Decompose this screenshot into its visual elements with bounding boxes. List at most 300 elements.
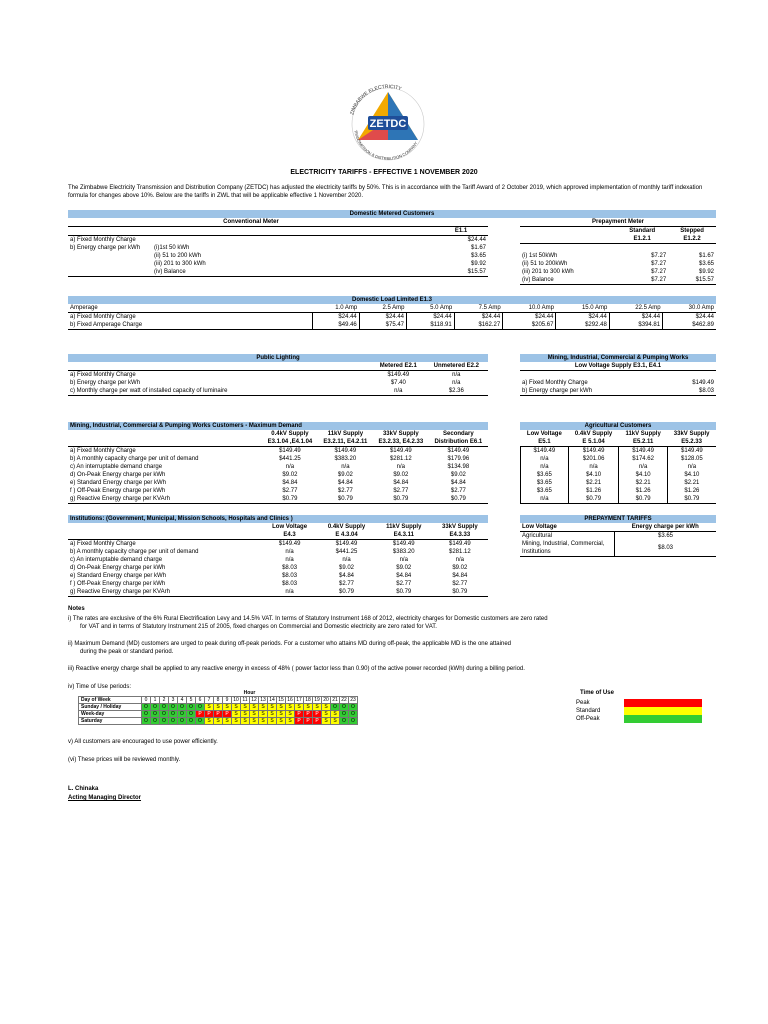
conv-row <box>68 260 488 268</box>
ag-value: $1.26 <box>568 487 619 495</box>
ll-value: $24.44 <box>609 313 662 322</box>
tou-period-cell: O <box>340 704 349 711</box>
ll-value: $75.47 <box>359 321 406 330</box>
prepay-label: (iv) Balance <box>520 276 616 285</box>
ll-header: 1.0 Amp <box>312 304 359 313</box>
signatory-name: L. Chinaka <box>68 786 99 792</box>
in-value: n/a <box>399 557 408 563</box>
md-col-code: E3.2.11, E4.2.11 <box>318 438 373 447</box>
pl-row <box>68 387 488 396</box>
md-value: $2.77 <box>393 488 409 494</box>
md-value: $2.77 <box>450 488 466 494</box>
tou-period-cell: S <box>214 704 223 711</box>
ag-row <box>521 455 717 463</box>
in-value: $149.49 <box>335 541 358 547</box>
tou-period-cell: S <box>241 718 250 725</box>
md-row <box>68 495 488 504</box>
conv-value: $15.57 <box>434 268 488 277</box>
table-cell <box>520 244 616 253</box>
tou-hour: 1 <box>151 697 160 704</box>
md-value: $149.49 <box>334 448 357 454</box>
in-col-header: 33kV Supply <box>441 524 478 530</box>
tou-period-cell: S <box>286 718 295 725</box>
tou-period-cell: O <box>151 704 160 711</box>
tou-period-cell: O <box>187 711 196 718</box>
ll-header: Amperage <box>68 304 312 313</box>
conv-row <box>68 236 488 245</box>
prepayment-meter-table <box>520 218 716 285</box>
tou-period-cell: P <box>196 711 205 718</box>
tou-period-cell: S <box>232 704 241 711</box>
tou-hour: 17 <box>296 697 302 703</box>
ag-col-header: 0.4kV Supply <box>574 431 613 437</box>
in-col-code: E 4.3.04 <box>317 531 376 540</box>
md-row <box>68 455 488 463</box>
tou-period-cell: P <box>313 711 322 718</box>
tou-period-cell: O <box>196 704 205 711</box>
md-label: a) Fixed Monthly Charge <box>70 448 136 454</box>
mlv-row <box>520 387 716 396</box>
tou-period-cell: O <box>169 704 178 711</box>
mlv-value: $8.03 <box>665 387 716 396</box>
tou-period-cell: S <box>322 711 331 718</box>
ag-value: $0.79 <box>619 495 667 504</box>
in-row <box>68 548 488 556</box>
pl-col-metered: Metered E2.1 <box>372 362 425 371</box>
tou-day-label: Day of Week <box>79 697 142 704</box>
tou-period-cell: P <box>205 711 214 718</box>
tou-period-cell: O <box>187 704 196 711</box>
md-row <box>68 487 488 495</box>
md-value: $0.79 <box>318 495 373 504</box>
in-col-code: E4.3.33 <box>432 531 488 540</box>
ag-col-code: E5.2.11 <box>619 438 667 447</box>
conv-title: Conventional Meter <box>68 218 434 227</box>
in-label: c) An interruptable demand charge <box>70 557 163 563</box>
in-value: $8.03 <box>282 573 298 579</box>
in-value: $2.77 <box>396 581 412 587</box>
pt-label: Agricultural <box>520 532 615 541</box>
pt-row <box>520 540 716 557</box>
pl-row <box>68 379 488 387</box>
tou-day-name: Saturday <box>79 718 142 725</box>
md-label: g) Reactive Energy charge per KVArh <box>68 495 262 504</box>
intro-paragraph: The Zimbabwe Electricity Transmission and Distribution Company (ZETDC) has adjusted the electricity tariffs by 50%. This is in accordance with the Tariff Award of 2 October 2019, which approved implementation of monthly tariff indexation formula for changes above 10%. Below are the tariffs in ZWL that will be applicable effective 1 November 2020. <box>68 185 703 199</box>
md-value: $4.84 <box>337 480 353 486</box>
tou-period-cell: O <box>169 718 178 725</box>
tou-period-cell: O <box>187 718 196 725</box>
ag-value: $0.79 <box>667 495 716 504</box>
md-value: $2.77 <box>337 488 353 494</box>
tou-period-cell: S <box>250 711 259 718</box>
logo-center-text: ZETDC <box>369 118 407 130</box>
tou-hour: 7 <box>205 697 214 704</box>
load-limited-table <box>68 304 716 330</box>
ll-value: $118.91 <box>407 321 455 330</box>
ll-value: $24.44 <box>663 313 716 322</box>
ag-value: n/a <box>521 495 569 504</box>
md-col-code: E3.2.33, E4.2.33 <box>373 438 429 447</box>
pt-col-energy: Energy charge per kWh <box>615 523 717 532</box>
prepay-spacer <box>520 244 716 253</box>
ll-value: $24.44 <box>407 313 455 322</box>
ll-value: $24.44 <box>312 313 359 322</box>
ag-value: n/a <box>619 463 667 471</box>
tou-hour: 18 <box>305 697 311 703</box>
tou-hour: 3 <box>169 697 178 704</box>
prepay-standard-value: $7.27 <box>651 269 667 275</box>
in-label: d) On-Peak Energy charge per kWh <box>70 565 166 571</box>
in-value: n/a <box>285 549 294 555</box>
ll-row <box>68 321 716 330</box>
tou-period-cell: O <box>340 718 349 725</box>
tou-period-cell: S <box>259 718 268 725</box>
ag-value: $149.49 <box>521 447 569 456</box>
table-cell <box>616 244 668 253</box>
conv-row <box>68 268 488 277</box>
prepay-code-stepped: E1.2.2 <box>668 235 716 244</box>
tou-period-cell: S <box>259 711 268 718</box>
conv-label <box>68 268 152 277</box>
tou-period-cell: S <box>322 704 331 711</box>
pl-value: $149.49 <box>387 372 410 378</box>
md-value: $134.98 <box>447 464 470 470</box>
tou-hour: 2 <box>160 697 169 704</box>
tou-period-cell: O <box>349 718 358 725</box>
tou-period-cell: S <box>214 718 223 725</box>
ag-col-code: E 5.1.04 <box>568 438 619 447</box>
conv-value: $9.92 <box>470 261 486 267</box>
in-value: $8.03 <box>282 581 298 587</box>
note-ii-cont: during the peak or standard period. <box>80 649 174 655</box>
ll-value: $49.46 <box>312 321 359 330</box>
tou-period-cell: S <box>241 704 250 711</box>
tou-legend-title: Time of Use <box>580 690 614 696</box>
mlv-label: b) Energy charge per kWh <box>520 387 665 396</box>
pt-row <box>520 532 716 541</box>
ag-value: $4.10 <box>667 471 716 479</box>
ag-value: $2.21 <box>568 479 619 487</box>
logo-ring-bottom: TRANSMISSION & DISTRIBUTION COMPANY <box>353 129 419 162</box>
in-value: n/a <box>285 557 294 563</box>
ll-value: $24.44 <box>503 313 556 322</box>
in-row <box>68 564 488 572</box>
ag-value: $201.06 <box>568 455 619 463</box>
ag-value: $174.62 <box>619 455 667 463</box>
tou-period-cell: O <box>340 711 349 718</box>
mining-md-band: Mining, Industrial, Commercial & Pumping Works Customers - Maximum Demand <box>68 422 488 430</box>
conv-sublabel: (ii) 51 to 200 kWh <box>154 253 202 259</box>
zetdc-logo <box>338 80 438 162</box>
conv-sublabel <box>152 236 434 245</box>
ll-value: $24.44 <box>359 313 406 322</box>
tou-legend <box>576 699 706 723</box>
in-value: $0.79 <box>376 588 432 597</box>
md-value: $383.20 <box>334 456 357 462</box>
prepay-label: (ii) 51 to 200kWh <box>522 261 568 267</box>
in-value: $9.02 <box>339 565 355 571</box>
ag-value: $0.79 <box>568 495 619 504</box>
domestic-metered-band: Domestic Metered Customers <box>68 210 716 218</box>
in-value: $149.49 <box>392 541 415 547</box>
tou-legend-swatch <box>624 699 702 707</box>
in-value: $281.12 <box>448 549 471 555</box>
conventional-meter-table <box>68 218 488 277</box>
note-iv: iv) Time of Use periods: <box>68 684 132 690</box>
ll-header: 5.0 Amp <box>407 304 455 313</box>
conv-label: b) Energy charge per kWh <box>70 245 141 251</box>
in-value: $4.84 <box>452 573 468 579</box>
ll-header: 22.5 Amp <box>609 304 662 313</box>
conv-value: $1.67 <box>470 245 486 251</box>
pl-value: n/a <box>452 380 461 386</box>
tou-period-cell: O <box>349 704 358 711</box>
prepay-col-stepped: Stepped <box>680 228 704 234</box>
conv-value: $3.65 <box>470 253 486 259</box>
tou-day-row <box>79 711 358 718</box>
pl-value: $2.36 <box>425 387 488 396</box>
ll-header: 10.0 Amp <box>503 304 556 313</box>
in-label: a) Fixed Monthly Charge <box>70 541 136 547</box>
tou-period-cell: S <box>277 711 286 718</box>
ag-row <box>521 463 717 471</box>
pl-value: n/a <box>372 387 425 396</box>
md-value: $0.79 <box>429 495 488 504</box>
conv-row <box>68 252 488 260</box>
conv-row <box>68 244 488 252</box>
tou-legend-item <box>576 699 706 707</box>
tou-period-cell: S <box>331 718 340 725</box>
in-label: g) Reactive Energy charge per KVArh <box>68 588 262 597</box>
tou-legend-label: Standard <box>576 708 601 714</box>
tou-period-cell: P <box>223 711 232 718</box>
in-label: e) Standard Energy charge per kWh <box>70 573 167 579</box>
in-value: $0.79 <box>317 588 376 597</box>
md-value: $0.79 <box>262 495 318 504</box>
md-value: $179.96 <box>447 456 470 462</box>
tou-period-cell: O <box>142 704 151 711</box>
in-value: $441.25 <box>335 549 358 555</box>
tou-period-cell: P <box>295 711 304 718</box>
ag-value: $3.65 <box>521 487 569 495</box>
tou-period-cell: O <box>160 711 169 718</box>
md-col-header: Secondary <box>443 431 474 437</box>
md-col-header: 0.4kV Supply <box>271 431 309 437</box>
in-label: f ) Off-Peak Energy charge per kWh <box>70 581 166 587</box>
ag-value: n/a <box>568 463 619 471</box>
tou-period-cell: P <box>313 718 322 725</box>
prepay-stepped-value: $1.67 <box>698 253 714 259</box>
tou-period-cell: S <box>331 711 340 718</box>
ag-value: n/a <box>521 455 569 463</box>
conv-label <box>68 252 152 260</box>
in-row <box>68 540 488 549</box>
notes-heading: Notes <box>68 606 85 612</box>
tou-hour: 4 <box>178 697 187 704</box>
in-row <box>68 556 488 564</box>
ag-row <box>521 447 717 456</box>
md-label: f ) Off-Peak Energy charge per kWh <box>70 488 166 494</box>
pl-value: n/a <box>452 372 461 378</box>
md-value: $9.02 <box>337 472 353 478</box>
tou-period-cell: S <box>223 718 232 725</box>
ag-col-header: 33kV Supply <box>673 431 710 437</box>
ag-col-code: E5.1 <box>521 438 569 447</box>
pt-value: $3.65 <box>657 533 673 539</box>
tou-hour: 22 <box>341 697 347 703</box>
tou-period-cell: S <box>295 704 304 711</box>
md-label: b) A monthly capacity charge per unit of demand <box>70 456 199 462</box>
md-value: n/a <box>285 464 295 470</box>
pl-col-unmetered: Unmetered E2.2 <box>425 362 488 371</box>
ag-value: $1.26 <box>667 487 716 495</box>
page-title: ELECTRICITY TARIFFS - EFFECTIVE 1 NOVEMBER 2020 <box>290 169 478 176</box>
tou-day-row <box>79 704 358 711</box>
ag-row <box>521 495 717 504</box>
prepay-title: Prepayment Meter <box>520 218 716 227</box>
conv-sublabel: (iv) Balance <box>152 268 434 277</box>
pl-row <box>68 371 488 380</box>
md-value: $9.02 <box>393 472 409 478</box>
tou-period-cell: P <box>295 718 304 725</box>
tou-period-cell: O <box>142 718 151 725</box>
prepay-label: (i) 1st 50kWh <box>522 253 558 259</box>
tou-legend-item <box>576 707 706 715</box>
time-of-use-grid <box>78 690 358 725</box>
mining-lv-sub: Low Voltage Supply E3.1, E4.1 <box>520 362 716 371</box>
in-value: $149.49 <box>448 541 471 547</box>
note-vi: (vi) These prices will be reviewed monthly. <box>68 757 181 763</box>
tou-hour: 10 <box>233 697 239 703</box>
ll-header: 30.0 Amp <box>663 304 716 313</box>
ll-header: 2.5 Amp <box>359 304 406 313</box>
prepay-row <box>520 260 716 268</box>
tou-hour: 14 <box>269 697 275 703</box>
in-value: n/a <box>455 557 464 563</box>
prepay-col-standard: Standard <box>629 228 656 234</box>
tou-period-cell: O <box>160 704 169 711</box>
md-row <box>68 447 488 456</box>
ag-value: $1.26 <box>619 487 667 495</box>
load-limited-band: Domestic Load Limited E1.3 <box>68 296 716 304</box>
conv-label: a) Fixed Monthly Charge <box>70 237 136 243</box>
pl-label: b) Energy charge per kWh <box>70 380 141 386</box>
tou-day-name: Sunday / Holiday <box>79 704 142 711</box>
prepay-stepped-value: $15.57 <box>668 276 716 285</box>
ag-value: $4.10 <box>619 471 667 479</box>
conv-value: $24.44 <box>467 237 486 243</box>
institutions-table <box>68 523 488 597</box>
ll-value: $162.27 <box>454 321 503 330</box>
tou-period-cell: S <box>250 718 259 725</box>
tou-period-cell: S <box>304 704 313 711</box>
in-col-code: E4.3 <box>262 531 317 540</box>
in-value: $0.79 <box>432 588 488 597</box>
tou-period-cell: S <box>277 718 286 725</box>
tou-hour: 9 <box>223 697 232 704</box>
tou-period-cell: O <box>178 711 187 718</box>
table-cell <box>668 244 716 253</box>
institutions-band: Institutions: (Government, Municipal, Mission Schools, Hospitals and Clinics ) <box>68 515 488 523</box>
note-v: v) All customers are encouraged to use power efficiently. <box>68 739 218 745</box>
tou-period-cell: O <box>169 711 178 718</box>
prepay-label: (iii) 201 to 300 kWh <box>522 269 574 275</box>
mining-md-table <box>68 430 488 504</box>
pt-col-voltage: Low Voltage <box>520 523 615 532</box>
logo-ring-top: ZIMBABWE ELECTRICITY <box>349 83 403 116</box>
md-value: $149.49 <box>447 448 470 454</box>
tou-period-cell: S <box>250 704 259 711</box>
md-label: e) Standard Energy charge per kWh <box>70 480 167 486</box>
prepay-row <box>520 276 716 285</box>
ag-value: $128.05 <box>667 455 716 463</box>
in-value: $9.02 <box>396 565 412 571</box>
tou-hour-label: Hour <box>243 690 256 696</box>
prepay-code-standard: E1.2.1 <box>616 235 668 244</box>
tou-period-cell: S <box>268 718 277 725</box>
in-value: $9.02 <box>452 565 468 571</box>
ag-value: $2.21 <box>667 479 716 487</box>
mining-lv-band: Mining, Industrial, Commercial & Pumping Works <box>520 354 716 362</box>
ag-value: $3.65 <box>521 471 569 479</box>
conv-code: E1.1 <box>434 227 488 236</box>
note-i-cont: for VAT and in terms of Statutory Instrument 215 of 2005, fixed charges on Commercial and Domestic electricity are zero rated for VAT. <box>80 624 437 630</box>
tou-period-cell: P <box>304 711 313 718</box>
in-label: b) A monthly capacity charge per unit of demand <box>70 549 199 555</box>
tou-hour: 11 <box>242 697 248 703</box>
ag-value: $149.49 <box>667 447 716 456</box>
tou-period-cell: O <box>151 711 160 718</box>
conv-label <box>68 260 152 268</box>
tou-hour: 0 <box>142 697 151 704</box>
in-value: n/a <box>342 557 351 563</box>
md-value: $2.77 <box>282 488 298 494</box>
in-row <box>68 572 488 580</box>
tou-hour: 20 <box>323 697 329 703</box>
prepay-standard-value: $7.27 <box>651 261 667 267</box>
md-value: $149.49 <box>279 448 301 454</box>
tou-period-cell: O <box>142 711 151 718</box>
md-row <box>68 471 488 479</box>
tou-hour: 12 <box>251 697 257 703</box>
tou-period-cell: S <box>286 711 295 718</box>
md-row <box>68 479 488 487</box>
ll-header: 7.5 Amp <box>454 304 503 313</box>
note-iii: iii) Reactive energy charge shall be applied to any reactive energy in excess of 48% ( power factor less than 0.90) of the active power recorded (kWh) during a billing period. <box>68 666 525 672</box>
ag-value: $2.21 <box>619 479 667 487</box>
zetdc-logo-graphic <box>338 80 438 162</box>
tou-hour: 13 <box>260 697 266 703</box>
note-ii: ii) Maximum Demand (MD) customers are urged to peak during off-peak periods. For a customer who attains MD during off-peak, the applicable MD is the one attained <box>68 641 511 647</box>
tou-period-cell: O <box>178 718 187 725</box>
ag-value: n/a <box>667 463 716 471</box>
prepayment-tariffs-band: PREPAYMENT TARIFFS <box>520 515 716 523</box>
tou-legend-swatch <box>624 715 702 723</box>
tou-period-cell: S <box>223 704 232 711</box>
agricultural-table <box>520 430 716 504</box>
tou-period-cell: O <box>331 704 340 711</box>
tou-period-cell: O <box>160 718 169 725</box>
ll-label: a) Fixed Monthly Charge <box>70 314 136 320</box>
tou-period-cell: S <box>268 704 277 711</box>
pl-value: $7.40 <box>390 380 406 386</box>
ll-value: $394.81 <box>609 321 662 330</box>
md-col-header: 33kV Supply <box>382 431 419 437</box>
ag-col-code: E5.2.33 <box>667 438 716 447</box>
tou-hour: 23 <box>350 697 356 703</box>
md-col-code: Distribution E6.1 <box>429 438 488 447</box>
mlv-label: a) Fixed Monthly Charge <box>522 380 588 386</box>
